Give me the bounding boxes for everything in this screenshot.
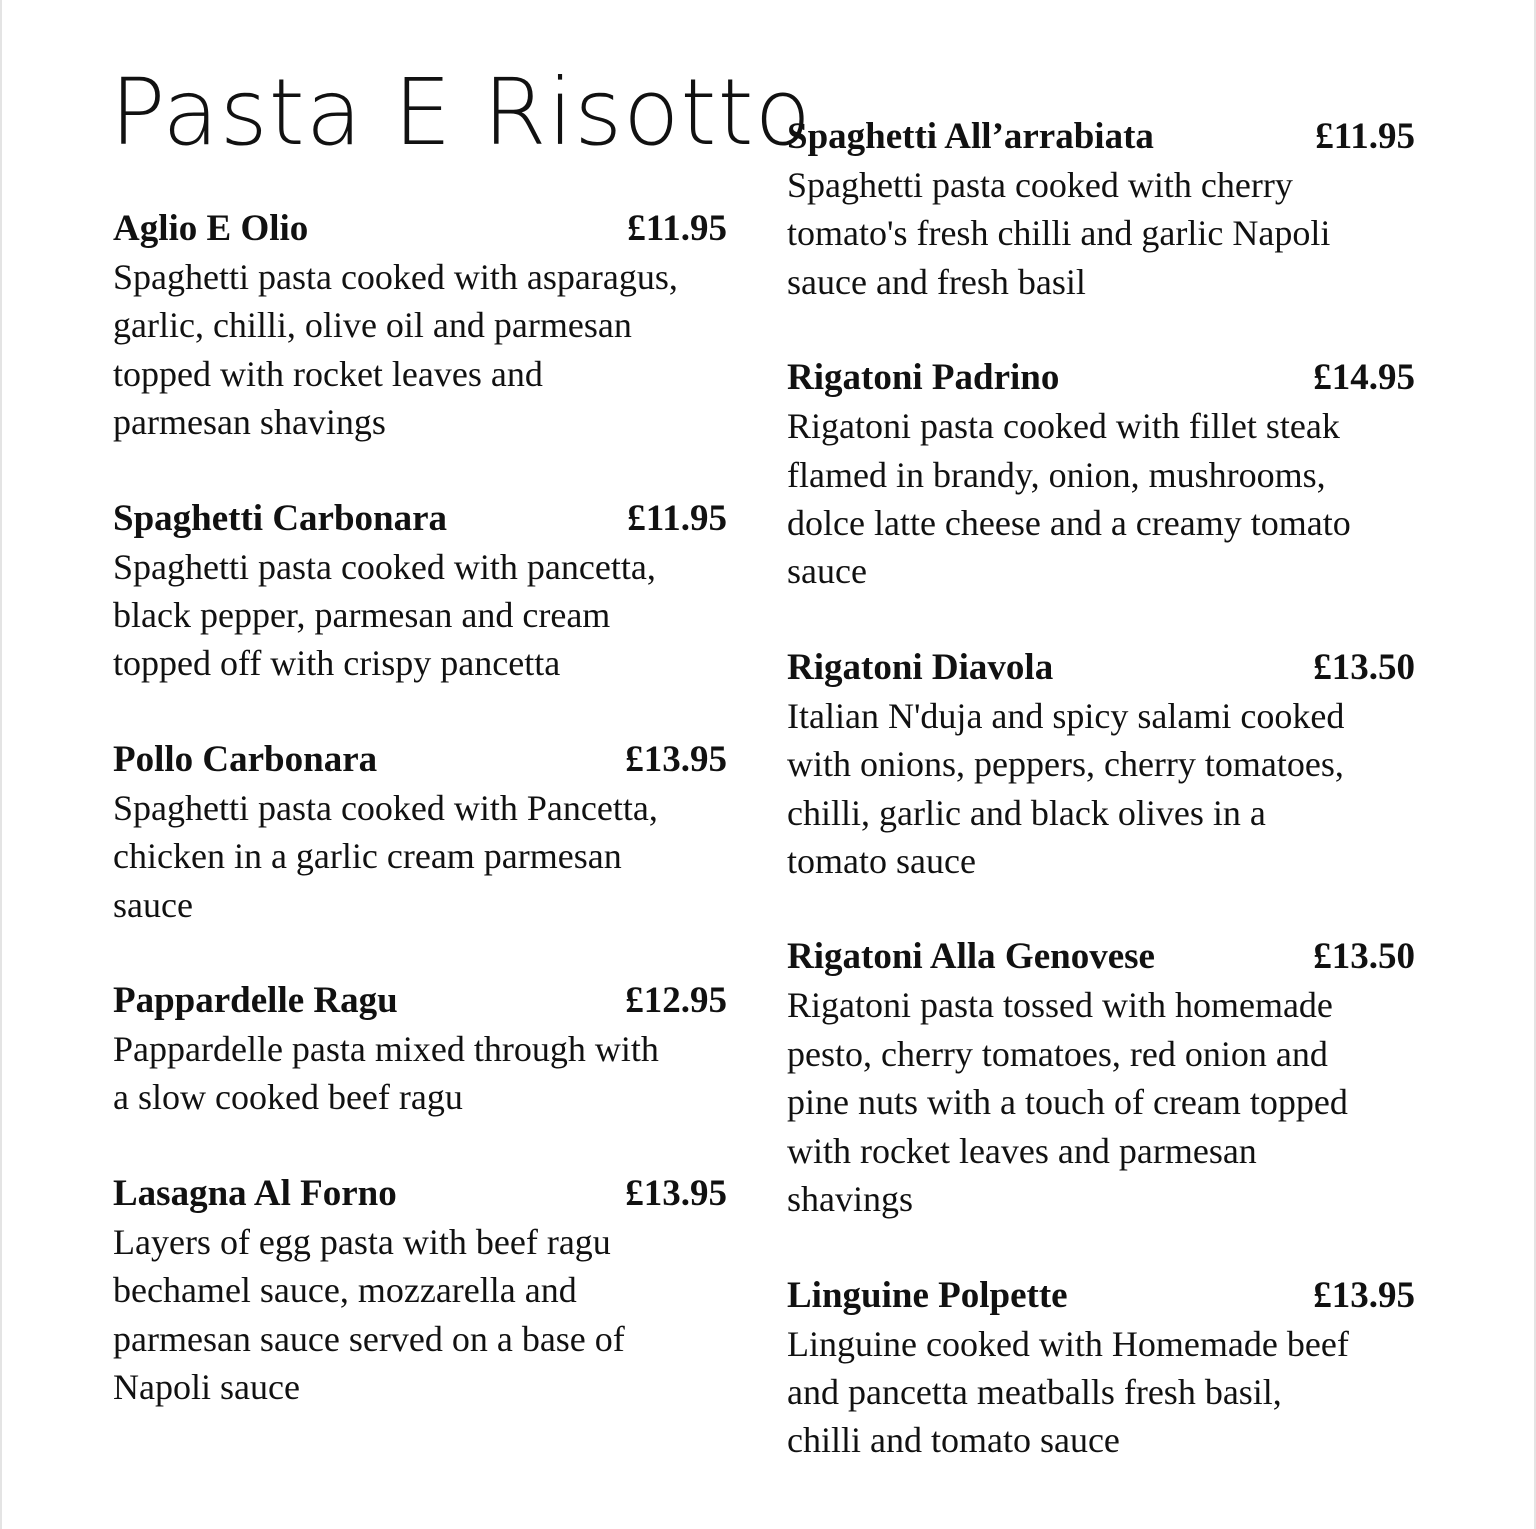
desc-line: Linguine cooked with Homemade beef — [787, 1323, 1349, 1364]
desc-line: tomato's fresh chilli and garlic Napoli — [787, 213, 1331, 254]
menu-item-description — [113, 784, 741, 929]
menu-item-price: £13.95 — [1313, 1274, 1415, 1316]
desc-line: parmesan shavings — [113, 402, 386, 443]
desc-line: Napoli sauce — [113, 1367, 300, 1408]
menu-item-description — [787, 692, 1427, 886]
menu-item-name: Rigatoni Padrino — [787, 357, 1060, 399]
menu-item-name: Aglio E Olio — [113, 208, 309, 249]
menu-item-rigatoni-padrino — [787, 354, 1427, 596]
menu-item-price: £14.95 — [1313, 357, 1415, 399]
desc-line: black pepper, parmesan and cream — [113, 595, 611, 636]
menu-column-left — [113, 205, 741, 1412]
menu-item-name: Spaghetti All’arrabiata — [787, 116, 1154, 157]
desc-line: sauce — [113, 884, 193, 925]
menu-item-rigatoni-diavola — [787, 644, 1427, 886]
menu-item-description — [113, 253, 741, 447]
desc-line: chilli and tomato sauce — [787, 1420, 1120, 1461]
menu-item-description — [113, 1025, 741, 1122]
menu-item-price: £13.95 — [625, 738, 727, 780]
menu-item-header — [113, 1170, 727, 1218]
menu-item-pappardelle-ragu — [113, 977, 741, 1122]
desc-line: chicken in a garlic cream parmesan — [113, 836, 622, 877]
desc-line: a slow cooked beef ragu — [113, 1077, 463, 1118]
desc-line: and pancetta meatballs fresh basil, — [787, 1371, 1282, 1412]
desc-line: pesto, cherry tomatoes, red onion and — [787, 1033, 1328, 1074]
menu-item-spaghetti-carbonara — [113, 495, 741, 688]
menu-item-lasagna-al-forno — [113, 1170, 741, 1412]
menu-item-description — [787, 981, 1427, 1223]
menu-item-header — [787, 113, 1415, 161]
menu-item-name: Linguine Polpette — [787, 1274, 1068, 1316]
menu-item-price: £11.95 — [1315, 116, 1415, 157]
menu-item-price: £13.50 — [1313, 646, 1415, 688]
menu-item-price: £13.95 — [625, 1172, 727, 1214]
menu-column-right — [787, 113, 1427, 1465]
menu-title: Pasta E Risotto — [110, 59, 812, 166]
desc-line: topped off with crispy pancetta — [113, 643, 561, 684]
menu-item-header — [787, 354, 1415, 402]
desc-line: Spaghetti pasta cooked with pancetta, — [113, 546, 656, 587]
menu-item-header — [113, 977, 727, 1025]
menu-item-name: Rigatoni Diavola — [787, 646, 1054, 688]
menu-item-description — [787, 161, 1427, 306]
desc-line: shavings — [787, 1179, 913, 1220]
desc-line: Spaghetti pasta cooked with asparagus, — [113, 257, 678, 297]
desc-line: parmesan sauce served on a base of — [113, 1318, 625, 1359]
menu-item-price: £12.95 — [625, 980, 727, 1022]
desc-line: dolce latte cheese and a creamy tomato — [787, 503, 1351, 544]
desc-line: chilli, garlic and black olives in a — [787, 792, 1266, 833]
menu-item-header — [787, 644, 1415, 692]
desc-line: sauce and fresh basil — [787, 261, 1086, 302]
desc-line: Rigatoni pasta tossed with homemade — [787, 985, 1333, 1026]
desc-line: topped with rocket leaves and — [113, 353, 543, 394]
menu-item-rigatoni-alla-genovese — [787, 933, 1427, 1223]
desc-line: tomato sauce — [787, 841, 976, 882]
menu-item-name: Pappardelle Ragu — [113, 980, 398, 1022]
menu-item-name: Spaghetti Carbonara — [113, 497, 448, 539]
menu-item-header — [787, 933, 1415, 981]
desc-line: Spaghetti pasta cooked with cherry — [787, 165, 1293, 205]
menu-item-aglio-e-olio — [113, 205, 741, 447]
page-border-left — [0, 0, 2, 1529]
desc-line: with onions, peppers, cherry tomatoes, — [787, 744, 1344, 785]
menu-item-price: £11.95 — [627, 497, 727, 539]
desc-line: garlic, chilli, olive oil and parmesan — [113, 305, 632, 346]
menu-item-price: £13.50 — [1313, 936, 1415, 978]
menu-item-description — [113, 1218, 741, 1412]
menu-item-price: £11.95 — [627, 208, 727, 249]
menu-item-header — [113, 205, 727, 253]
desc-line: bechamel sauce, mozzarella and — [113, 1270, 577, 1311]
desc-line: Rigatoni pasta cooked with fillet steak — [787, 406, 1340, 447]
menu-item-description — [113, 543, 741, 688]
menu-item-header — [787, 1272, 1415, 1320]
menu-item-description — [787, 402, 1427, 596]
menu-item-header — [113, 736, 727, 784]
desc-line: Italian N'duja and spicy salami cooked — [787, 695, 1345, 736]
menu-item-spaghetti-arrabiata — [787, 113, 1427, 306]
desc-line: sauce — [787, 551, 867, 592]
menu-item-name: Lasagna Al Forno — [113, 1172, 397, 1214]
menu-item-description — [787, 1320, 1427, 1465]
menu-item-linguine-polpette — [787, 1272, 1427, 1465]
desc-line: Pappardelle pasta mixed through with — [113, 1029, 659, 1070]
menu-item-name: Rigatoni Alla Genovese — [787, 936, 1155, 978]
desc-line: flamed in brandy, onion, mushrooms, — [787, 454, 1326, 495]
desc-line: Spaghetti pasta cooked with Pancetta, — [113, 787, 658, 828]
menu-item-name: Pollo Carbonara — [113, 738, 378, 780]
menu-item-header — [113, 495, 727, 543]
desc-line: with rocket leaves and parmesan — [787, 1130, 1257, 1171]
menu-item-pollo-carbonara — [113, 736, 741, 929]
desc-line: Layers of egg pasta with beef ragu — [113, 1221, 611, 1262]
desc-line: pine nuts with a touch of cream topped — [787, 1082, 1348, 1123]
